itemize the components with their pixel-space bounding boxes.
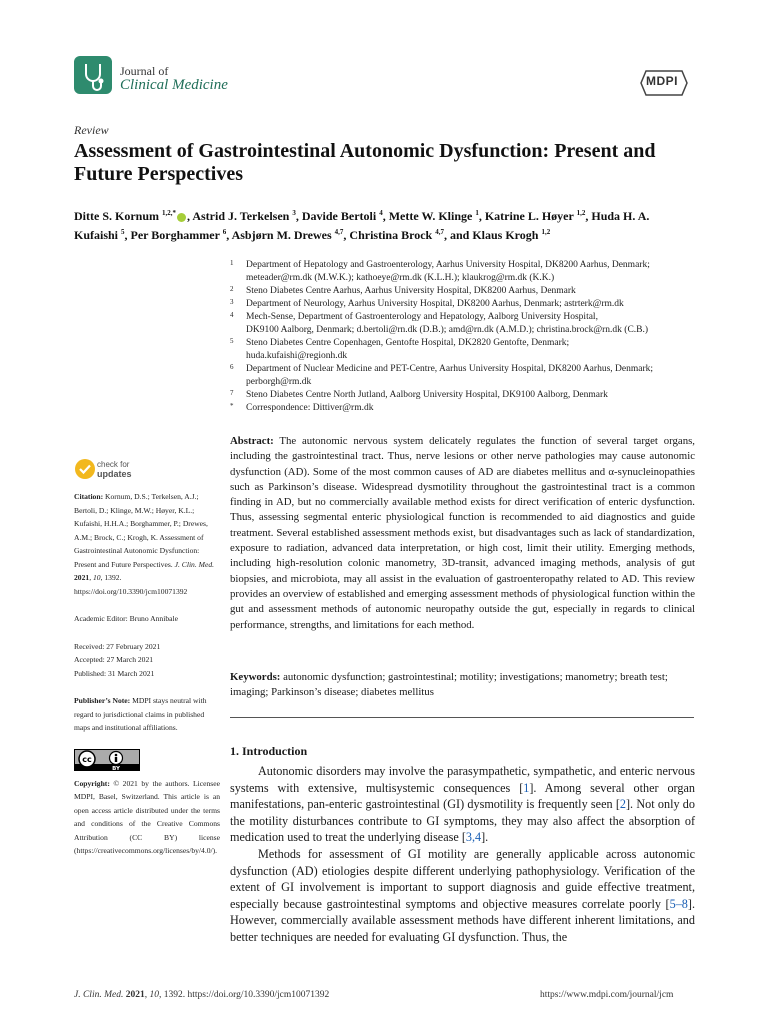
affiliation-line: huda.kufaishi@regionh.dk: [246, 351, 348, 361]
author-affiliation-marker: 1,2: [541, 228, 551, 236]
paragraph-text: Autonomic disorders may involve the parasympathetic, sympathetic, and enteric nervous systems with extensive, multisystemic consequences [: [230, 764, 695, 795]
citation-block: Citation: Kornum, D.S.; Terkelsen, A.J.; Bertoli, D.; Klinge, M.W.; Høyer, K.L.; Kufaishi, H.H.A.; Borghammer, P.; Drewes, A.M.; Brock, C.; Krogh, K. Assessment of Gastrointestinal Autonomic Dysfunction: Present and Future Perspectives. J. Clin. Med. 2021, 10, 1392. https://doi.org/10.3390/jcm10071392: [74, 492, 215, 596]
affiliation-line: Steno Diabetes Centre Copenhagen, Gentofte Hospital, DK2820 Gentofte, Denmark;: [246, 338, 570, 348]
publisher-note-label: Publisher’s Note:: [74, 696, 131, 705]
journal-logo: [74, 56, 112, 94]
affiliation-number: 6: [230, 363, 234, 371]
affiliation-number: 1: [230, 259, 234, 267]
affiliation-line: Steno Diabetes Centre Aarhus, Aarhus University Hospital, DK8200 Aarhus, Denmark: [246, 286, 576, 296]
author-affiliation-marker: 4,7: [435, 228, 444, 236]
citation-journal: J. Clin. Med.: [174, 559, 215, 569]
footer-year: 2021: [125, 990, 145, 1000]
paragraph: [230, 763, 695, 846]
sidebar: [74, 490, 220, 872]
section-heading-introduction: 1. Introduction: [230, 744, 308, 758]
author-affiliation-marker: 1,2: [576, 209, 586, 217]
received-date: Received: 27 February 2021: [74, 641, 161, 651]
accepted-date: Accepted: 27 March 2021: [74, 655, 154, 664]
author-name: Katrine L. Høyer: [484, 209, 577, 223]
publisher-note: [74, 694, 220, 735]
affiliation-number: 3: [230, 298, 234, 306]
author-name: Astrid J. Terkelsen: [192, 209, 293, 223]
keywords-label: Keywords:: [230, 671, 281, 683]
article-title: Assessment of Gastrointestinal Autonomic Dysfunction: Present and Future Perspectives: [74, 140, 656, 185]
author-affiliation-marker: 5: [121, 228, 125, 236]
keywords: [230, 670, 695, 701]
affiliation-line: Department of Hepatology and Gastroenterology, Aarhus University Hospital, DK8200 Aarhus, Denmark;: [246, 260, 650, 270]
author-name: Ditte S. Kornum: [74, 209, 162, 223]
author-list: Ditte S. Kornum $^{1,2,*}$ , Astrid J. Terkelsen $^3$, Davide Bertoli $^4$, Mette W. Klinge $^1$, Katrine L. Høyer $^{1,2}$, Huda H. A. Kufaishi $^5$, Per Borghammer $^6$, Asbjørn M. Drewes $^{4,7}$, Christina Brock $^{4,7}$, and Klaus Krogh $^{1,2}$: [74, 209, 650, 242]
author-name: Davide Bertoli: [301, 209, 380, 223]
author-affiliation-marker: 1: [475, 209, 479, 217]
affiliation-line: DK9100 Aalborg, Denmark; d.bertoli@rn.dk (D.B.); amd@rn.dk (A.M.D.); christina.brock@rn.dk (C.B.): [246, 325, 649, 335]
affiliation-number: 7: [230, 389, 234, 397]
reference-link[interactable]: 2: [619, 797, 626, 812]
introduction-body: [230, 763, 695, 946]
reference-link[interactable]: 5–8: [669, 896, 688, 911]
affiliation-line: Steno Diabetes Centre North Jutland, Aalborg University Hospital, DK9100 Aalborg, Denmark: [246, 390, 608, 400]
affiliation-number: 4: [230, 311, 234, 319]
updates-label[interactable]: updates: [97, 469, 132, 479]
footer-volume: 10: [149, 990, 159, 1000]
author-affiliation-marker: 6: [222, 228, 227, 236]
abstract-label: Abstract:: [230, 435, 274, 447]
citation-text: Kornum, D.S.; Terkelsen, A.J.; Bertoli, D.; Klinge, M.W.; Høyer, K.L.; Kufaishi, H.H.A.; Borghammer, P.; Drewes, A.M.; Brock, C.; Krogh, K. Assessment of Gastrointestinal Autonomic Dysfunction: Present and Future Perspectives.: [74, 492, 208, 569]
abstract: [230, 434, 695, 633]
paragraph-text: Methods for assessment of GI motility are generally applicable across autonomic dysfunction (AD) etiologies despite different underlying pathophysiology. Verification of the extent of GI involvement is important to support diagnosis and guide effective treatment, especially because gastrointestinal symptoms and objective measures correlate poorly [: [230, 846, 695, 911]
stethoscope-icon: [74, 56, 112, 94]
copyright-text: © 2021 by the authors. Licensee MDPI, Basel, Switzerland. This article is an open access article distributed under the terms and conditions of the Creative Commons Attribution (CC BY) license (https://creativecommons.org/licenses/by/4.0/).: [74, 778, 220, 855]
paragraph: [230, 846, 695, 946]
author-name: Huda H. A. Kufaishi: [74, 209, 650, 242]
author-name: Per Borghammer: [130, 228, 223, 242]
abstract-text: The autonomic nervous system delicately regulates the function of several target organs, including the gastrointestinal tract. Thus, nerve lesions or other nerve pathologies may cause autonomic dysfunction (AD). Some of the most common causes of AD are diabetes mellitus and α-synucleinopathies such as Parkinson’s disease. Widespread dysmotility throughout the gastrointestinal tract is a common finding in AD, but no commercially available method exists for direct verification of enteric dysfunction. Thus, assessing segmental enteric physiological function is recommended to aid diagnostics and guide treatment. Several established assessment methods exist, but disadvantages such as lack of standardization, exposure to radiation, advanced data interpretation, or high cost, limit their utility. Emerging methods, including high-resolution colonic manometry, 3D-transit, advanced imaging methods, analysis of gut biopsies, and microbiota, may all assist in the evaluation of gastroenteropathy related to AD. This review provides an overview of established and emerging assessment methods of physiological function within the gut and assessment methods of autonomic neuropathy outside the gut, especially in regards to clinical performance, strengths, and limitations for each method.: [230, 435, 695, 631]
cc-by-license-icon[interactable]: [74, 749, 140, 771]
affiliation-item: [230, 259, 700, 285]
publisher-note-text: MDPI stays neutral with regard to jurisdictional claims in published maps and institutional affiliations.: [74, 696, 207, 732]
affiliation-number: 2: [230, 285, 234, 293]
author-affiliation-marker: 1,2,*: [162, 209, 176, 217]
journal-name-line2: Clinical Medicine: [120, 77, 228, 93]
citation-year: 2021: [74, 573, 90, 582]
academic-editor: Academic Editor: Bruno Annibale: [74, 614, 178, 623]
publisher-logo-text: MDPI: [646, 74, 678, 88]
article-type: Review: [74, 123, 109, 137]
section-divider: [230, 717, 694, 718]
affiliation-item: [230, 337, 700, 363]
author-affiliation-marker: 4: [379, 209, 383, 217]
reference-link[interactable]: 1: [523, 780, 530, 795]
orcid-icon[interactable]: [177, 213, 186, 222]
author-name: Mette W. Klinge: [388, 209, 476, 223]
affiliation-item: [230, 285, 700, 298]
author-name: and Klaus Krogh: [449, 228, 542, 242]
author-affiliation-marker: 4,7: [334, 228, 344, 236]
paragraph-text: ].: [481, 830, 489, 845]
author-affiliation-marker: 3: [292, 209, 296, 217]
keywords-text: autonomic dysfunction; gastrointestinal; motility; investigations; manometry; breath test; imaging; Parkinson’s disease; diabetes mellitus: [230, 671, 668, 699]
check-for-updates-icon[interactable]: [74, 458, 96, 480]
affiliations: [230, 259, 700, 415]
affiliation-line: meteader@rm.dk (M.W.K.); kathoeye@rm.dk (K.L.H.); klaukrog@rm.dk (K.K.): [246, 273, 555, 283]
footer-journal: J. Clin. Med.: [74, 990, 124, 1000]
footer-citation: J. Clin. Med. 2021, 10, 1392. https://doi.org/10.3390/jcm10071392: [74, 990, 330, 1000]
affiliation-item: [230, 402, 700, 415]
dates-block: [74, 640, 220, 681]
footer-doi[interactable]: , 1392. https://doi.org/10.3390/jcm10071392: [158, 990, 330, 1000]
affiliation-item: [230, 389, 700, 402]
paragraph-text: ]. Among several other organ manifestations, pan-enteric gastrointestinal (GI) dysmotility is frequently seen [: [230, 780, 695, 812]
cc-badge-text: BY: [112, 765, 120, 771]
affiliation-line: Mech-Sense, Department of Gastroenterology and Hepatology, Aalborg University Hospital,: [246, 312, 598, 322]
copyright-label: Copyright:: [74, 778, 110, 788]
reference-link[interactable]: 3,4: [465, 830, 482, 845]
copyright-block: [74, 777, 220, 858]
paragraph-text: ]. However, commercially available assessment methods have different inherent limitations, and better techniques are needed for evaluating GI dysfunction. Thus, the: [230, 896, 695, 944]
affiliation-line: Department of Nuclear Medicine and PET-Centre, Aarhus University Hospital, DK8200 Aarhus, Denmark;: [246, 364, 653, 374]
paragraph-text: ]. Not only do the motility disturbances contribute to GI symptoms, they may also affect the absorption of medication used to treat the underlying disease [: [230, 797, 695, 845]
affiliation-number: *: [230, 402, 234, 410]
citation-volume: 10: [92, 573, 101, 582]
journal-name-line1: Journal of: [120, 64, 169, 78]
citation-doi[interactable]: , 1392. https://doi.org/10.3390/jcm10071392: [74, 573, 188, 596]
author-name: Asbjørn M. Drewes: [231, 228, 335, 242]
citation-label: Citation:: [74, 492, 104, 501]
author-name: Christina Brock: [349, 228, 436, 242]
svg-text:cc: cc: [82, 754, 92, 764]
affiliation-line: perborgh@rm.dk: [246, 377, 312, 387]
published-date: Published: 31 March 2021: [74, 668, 155, 678]
affiliation-number: 5: [230, 337, 234, 345]
affiliation-line: Correspondence: Dittiver@rm.dk: [246, 403, 374, 413]
affiliation-item: [230, 363, 700, 389]
check-for-label[interactable]: check for: [97, 460, 130, 469]
affiliation-item: [230, 298, 700, 311]
affiliation-line: Department of Neurology, Aarhus University Hospital, DK8200 Aarhus, Denmark; astrterk@rm.dk: [246, 299, 624, 309]
footer-journal-url[interactable]: https://www.mdpi.com/journal/jcm: [540, 990, 674, 1000]
affiliation-item: [230, 311, 700, 337]
